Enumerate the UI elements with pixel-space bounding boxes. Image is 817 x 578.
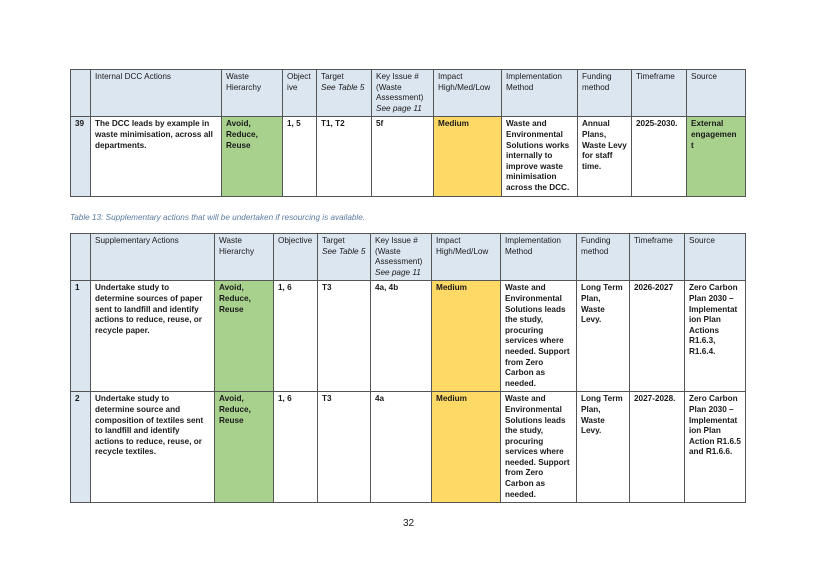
impact-header: Impact High/Med/Low — [434, 70, 502, 117]
objective-cell: 1, 6 — [274, 281, 318, 392]
source-header: Source — [685, 234, 746, 281]
objective-cell: 1, 5 — [283, 117, 317, 196]
waste-hierarchy-header: Waste Hierarchy — [222, 70, 283, 117]
impact-cell: Medium — [434, 117, 502, 196]
key-issue-cell: 4a — [371, 392, 432, 503]
action-header: Supplementary Actions — [91, 234, 215, 281]
method-header: Implementation Method — [502, 70, 578, 117]
source-header: Source — [687, 70, 746, 117]
source-cell: External engagemen t — [687, 117, 746, 196]
table-header-row — [71, 70, 746, 117]
key-issue-cell: 4a, 4b — [371, 281, 432, 392]
num-header — [71, 70, 91, 117]
impact-cell: Medium — [432, 392, 501, 503]
row-number: 2 — [71, 392, 91, 503]
waste-hierarchy-header: Waste Hierarchy — [215, 234, 274, 281]
action-cell: The DCC leads by example in waste minimisation, across all departments. — [91, 117, 222, 196]
timeframe-header: Timeframe — [632, 70, 687, 117]
method-cell: Waste and Environmental Solutions leads the study, procuring services where needed. Support from Zero Carbon as needed. — [501, 281, 577, 392]
target-header: Target See Table 5 — [318, 234, 371, 281]
method-header: Implementation Method — [501, 234, 577, 281]
table-caption: Table 13: Supplementary actions that will be undertaken if resourcing is available. — [70, 213, 366, 222]
action-cell: Undertake study to determine source and composition of textiles sent to landfill and identify actions to reduce, reuse, or recycle textiles. — [91, 392, 215, 503]
key-issue-cell: 5f — [372, 117, 434, 196]
impact-header: Impact High/Med/Low — [432, 234, 501, 281]
funding-header: Funding method — [578, 70, 632, 117]
action-header: Internal DCC Actions — [91, 70, 222, 117]
timeframe-cell: 2025-2030. — [632, 117, 687, 196]
action-cell: Undertake study to determine sources of paper sent to landfill and identify actions to reduce, reuse, or recycle paper. — [91, 281, 215, 392]
key-issue-header: Key Issue # (Waste Assessment) See page 11 — [372, 70, 434, 117]
objective-header: Objective — [274, 234, 318, 281]
table-row — [71, 117, 746, 196]
objective-cell: 1, 6 — [274, 392, 318, 503]
method-cell: Waste and Environmental Solutions leads the study, procuring services where needed. Support from Zero Carbon as needed. — [501, 392, 577, 503]
target-header: Target See Table 5 — [317, 70, 372, 117]
internal-actions-table — [70, 69, 746, 197]
table-row — [71, 281, 746, 392]
key-issue-header: Key Issue # (Waste Assessment) See page 11 — [371, 234, 432, 281]
row-number: 39 — [71, 117, 91, 196]
impact-cell: Medium — [432, 281, 501, 392]
source-cell: Zero Carbon Plan 2030 – Implementat ion Plan Action R1.6.5 and R1.6.6. — [685, 392, 746, 503]
page-number: 32 — [402, 518, 415, 529]
target-cell: T1, T2 — [317, 117, 372, 196]
row-number: 1 — [71, 281, 91, 392]
funding-header: Funding method — [577, 234, 630, 281]
funding-cell: Long Term Plan, Waste Levy. — [577, 392, 630, 503]
num-header — [71, 234, 91, 281]
timeframe-header: Timeframe — [630, 234, 685, 281]
funding-cell: Long Term Plan, Waste Levy. — [577, 281, 630, 392]
source-cell: Zero Carbon Plan 2030 – Implementat ion Plan Actions R1.6.3, R1.6.4. — [685, 281, 746, 392]
timeframe-cell: 2027-2028. — [630, 392, 685, 503]
funding-cell: Annual Plans, Waste Levy for staff time. — [578, 117, 632, 196]
waste-hierarchy-cell: Avoid, Reduce, Reuse — [215, 281, 274, 392]
table-header-row — [71, 234, 746, 281]
waste-hierarchy-cell: Avoid, Reduce, Reuse — [222, 117, 283, 196]
objective-header: Object ive — [283, 70, 317, 117]
target-cell: T3 — [318, 281, 371, 392]
method-cell: Waste and Environmental Solutions works internally to improve waste minimisation across the DCC. — [502, 117, 578, 196]
supplementary-actions-table — [70, 233, 746, 503]
waste-hierarchy-cell: Avoid, Reduce, Reuse — [215, 392, 274, 503]
table-row — [71, 392, 746, 503]
timeframe-cell: 2026-2027 — [630, 281, 685, 392]
target-cell: T3 — [318, 392, 371, 503]
